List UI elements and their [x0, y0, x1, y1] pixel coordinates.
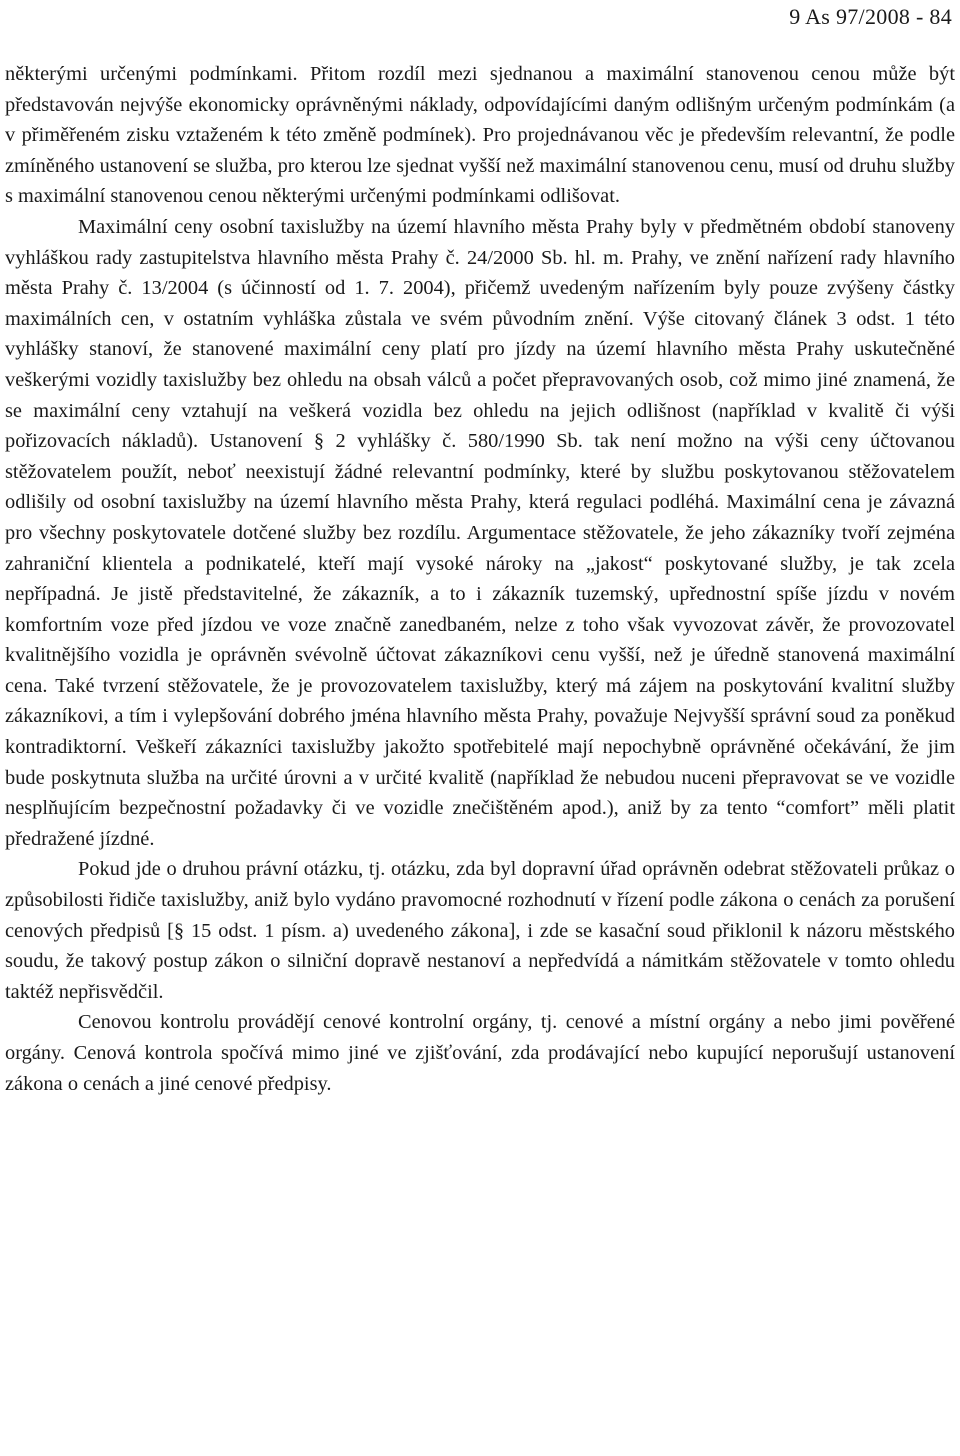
paragraph-4: Cenovou kontrolu provádějí cenové kontrolní orgány, tj. cenové a místní orgány a nebo jimi pověřené orgány. Cenová kontrola spočívá mimo jiné ve zjišťování, zda prodávající nebo kupující neporušují ustanovení zákona o cenách a jiné cenové předpisy.	[5, 1011, 955, 1095]
page-header-case-number: 9 As 97/2008 - 84	[789, 4, 952, 29]
paragraph-2: Maximální ceny osobní taxislužby na území hlavního města Prahy byly v předmětném období stanoveny vyhláškou rady zastupitelstva hlavního města Prahy č. 24/2000 Sb. hl. m. Prahy, ve znění nařízení rady hlavního města Prahy č. 13/2004 (s účinností od 1. 7. 2004), přičemž uvedeným nařízením byly pouze zvýšeny částky maximálních cen, v ostatním vyhláška zůstala ve svém původním znění. Výše citovaný článek 3 odst. 1 této vyhlášky stanoví, že stanovené maximální ceny platí pro jízdy na území hlavního města Prahy uskutečněné veškerými vozidly taxislužby bez ohledu na obsah válců a počet přepravovaných osob, což mimo jiné znamená, že se maximální ceny vztahují na veškerá vozidla bez ohledu na jejich odlišnost (například v kvalitě či výši pořizovacích nákladů). Ustanovení § 2 vyhlášky č. 580/1990 Sb. tak není možno na výši ceny účtovanou stěžovatelem použít, neboť neexistují žádné relevantní podmínky, které by službu poskytovanou stěžovatelem odlišily od osobní taxislužby na území hlavního města Prahy, která regulaci podléhá. Maximální cena je závazná pro všechny poskytovatele dotčené služby bez rozdílu. Argumentace stěžovatele, že jeho zákazníky tvoří zejména zahraniční klientela a podnikatelé, kteří mají vysoké nároky na „jakost“ poskytované služby, je tak zcela nepřípadná. Je jistě představitelné, že zákazník, a to i zákazník tuzemský, upřednostní spíše jízdu v novém komfortním voze před jízdou ve voze značně zanedbaném, nelze z toho však vyvozovat závěr, že provozovatel kvalitnějšího vozidla je oprávněn svévolně účtovat zákazníkovi cenu vyšší, než je úředně stanovená maximální cena. Také tvrzení stěžovatele, že je provozovatelem taxislužby, který má zájem na poskytování kvalitní služby zákazníkovi, a tím i vylepšování dobrého jména hlavního města Prahy, považuje Nejvyšší správní soud za poněkud kontradiktorní. Veškeří zákazníci taxislužby jakožto spotřebitelé mají nepochybně oprávněné očekávání, že jim bude poskytnuta služba na určité úrovni a v určité kvalitě (například že nebudou nuceni přepravovat se ve vozidle nesplňujícím bezpečnostní požadavky či ve vozidle znečištěném apod.), aniž by za tento “comfort” měli platit předražené jízdné.	[5, 215, 955, 850]
paragraph-1: některými určenými podmínkami. Přitom rozdíl mezi sjednanou a maximální stanovenou cenou může být představován nejvýše ekonomicky oprávněnými náklady, odpovídajícími daným odlišným určeným podmínkám (a v přiměřeném zisku vztaženém k této změně podmínek). Pro projednávanou věc je především relevantní, že podle zmíněného ustanovení se služba, pro kterou lze sjednat vyšší než maximální stanovenou cenu, musí od druhu služby s maximální stanovenou cenou některými určenými podmínkami odlišovat.	[5, 63, 955, 208]
document-body	[5, 59, 955, 1099]
paragraph-3: Pokud jde o druhou právní otázku, tj. otázku, zda byl dopravní úřad oprávněn odebrat stěžovateli průkaz o způsobilosti řidiče taxislužby, aniž bylo vydáno pravomocné rozhodnutí v řízení podle zákona o cenách za porušení cenových předpisů [§ 15 odst. 1 písm. a) uvedeného zákona], i zde se kasační soud přiklonil k názoru městského soudu, že takový postup zákon o silniční dopravě nestanoví a nepředvídá a námitkám stěžovatele v tomto ohledu taktéž nepřisvědčil.	[5, 858, 955, 1003]
